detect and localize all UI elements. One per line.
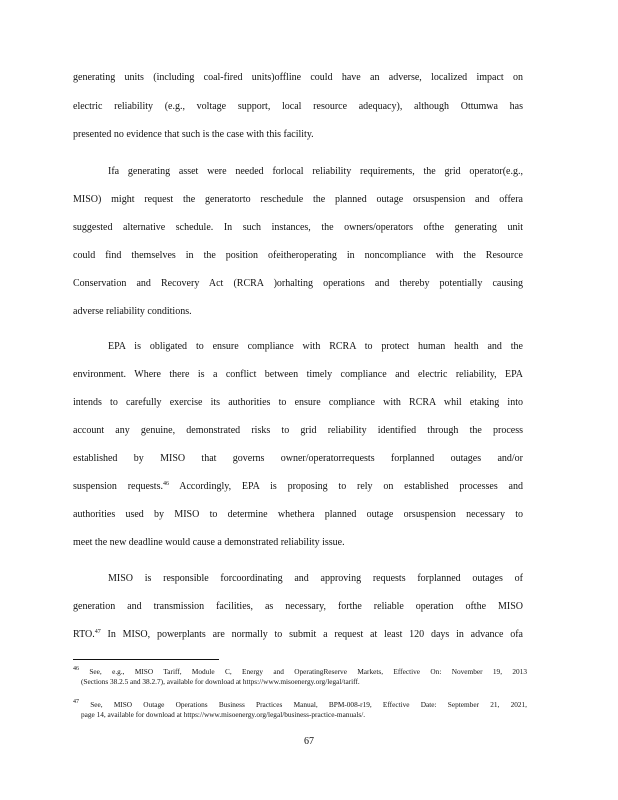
body-text-line: meet the new deadline would cause a demonstrated reliability issue.	[73, 537, 345, 548]
body-text-line: EPA is obligated to ensure compliance with RCRA to protect human health and the	[108, 341, 523, 352]
page-number: 67	[304, 736, 314, 747]
body-text-line: account any genuine, demonstrated risks to grid reliability identified through the process	[73, 425, 523, 436]
footnote-text: See, MISO Outage Operations Business Practices Manual, BPM-008-r19, Effective Date: September 21, 2021,	[90, 700, 527, 709]
footnote-number: 47	[73, 699, 79, 705]
body-text-line: MISO is responsible forcoordinating and approving requests forplanned outages of	[108, 573, 523, 584]
body-text-line: presented no evidence that such is the case with this facility.	[73, 129, 314, 140]
body-text-segment: RTO.	[73, 629, 95, 640]
footnote-line	[73, 700, 527, 710]
footnote-46	[73, 667, 527, 687]
body-text-segment: Accordingly, EPA is proposing to rely on established processes and	[168, 481, 523, 492]
body-text-line: Ifa generating asset were needed forlocal reliability requirements, the grid operator(e.g.,	[108, 166, 523, 177]
body-text-line	[73, 629, 523, 641]
body-text-line: adverse reliability conditions.	[73, 306, 192, 317]
body-text-line	[73, 481, 523, 493]
body-text-line: authorities used by MISO to determine whethera planned outage orsuspension necessary to	[73, 509, 523, 520]
footnote-number: 46	[73, 666, 79, 672]
body-text-line: generating units (including coal-fired units)offline could have an adverse, localized impact on	[73, 72, 523, 83]
body-text-line: established by MISO that governs owner/operatorrequests forplanned outages and/or	[73, 453, 523, 464]
footnote-ref-46[interactable]: 46	[162, 481, 169, 487]
footnote-line: (Sections 38.2.5 and 38.2.7), available for download at https://www.misoenergy.org/legal/tariff.	[81, 677, 360, 686]
footnote-ref-47[interactable]: 47	[94, 629, 101, 635]
body-text-line: electric reliability (e.g., voltage support, local resource adequacy), although Ottumwa has	[73, 101, 523, 112]
body-text-line: environment. Where there is a conflict between timely compliance and electric reliability, EPA	[73, 369, 523, 380]
body-text-segment: In MISO, powerplants are normally to submit a request at least 120 days in advance ofa	[100, 629, 523, 640]
body-text-line: Conservation and Recovery Act (RCRA )orhalting operations and thereby potentially causing	[73, 278, 523, 289]
body-text-segment: suspension requests.	[73, 481, 163, 492]
body-text-line: suggested alternative schedule. In such instances, the owners/operators ofthe generating unit	[73, 222, 523, 233]
body-text-line: generation and transmission facilities, as necessary, forthe reliable operation ofthe MISO	[73, 601, 523, 612]
footnote-text: See, e.g., MISO Tariff, Module C, Energy and OperatingReserve Markets, Effective On: November 19, 2013	[89, 667, 527, 676]
footnote-separator	[73, 659, 219, 660]
body-text-line: MISO) might request the generatorto reschedule the planned outage orsuspension and offera	[73, 194, 523, 205]
body-text-line: could find themselves in the position ofeitheroperating in noncompliance with the Resource	[73, 250, 523, 261]
footnote-line: page 14, available for download at https://www.misoenergy.org/legal/business-practice-manuals/.	[81, 710, 366, 719]
footnote-line	[73, 667, 527, 677]
body-text-line: intends to carefully exercise its authorities to ensure compliance with RCRA whil etaking into	[73, 397, 523, 408]
footnote-47	[73, 700, 527, 720]
